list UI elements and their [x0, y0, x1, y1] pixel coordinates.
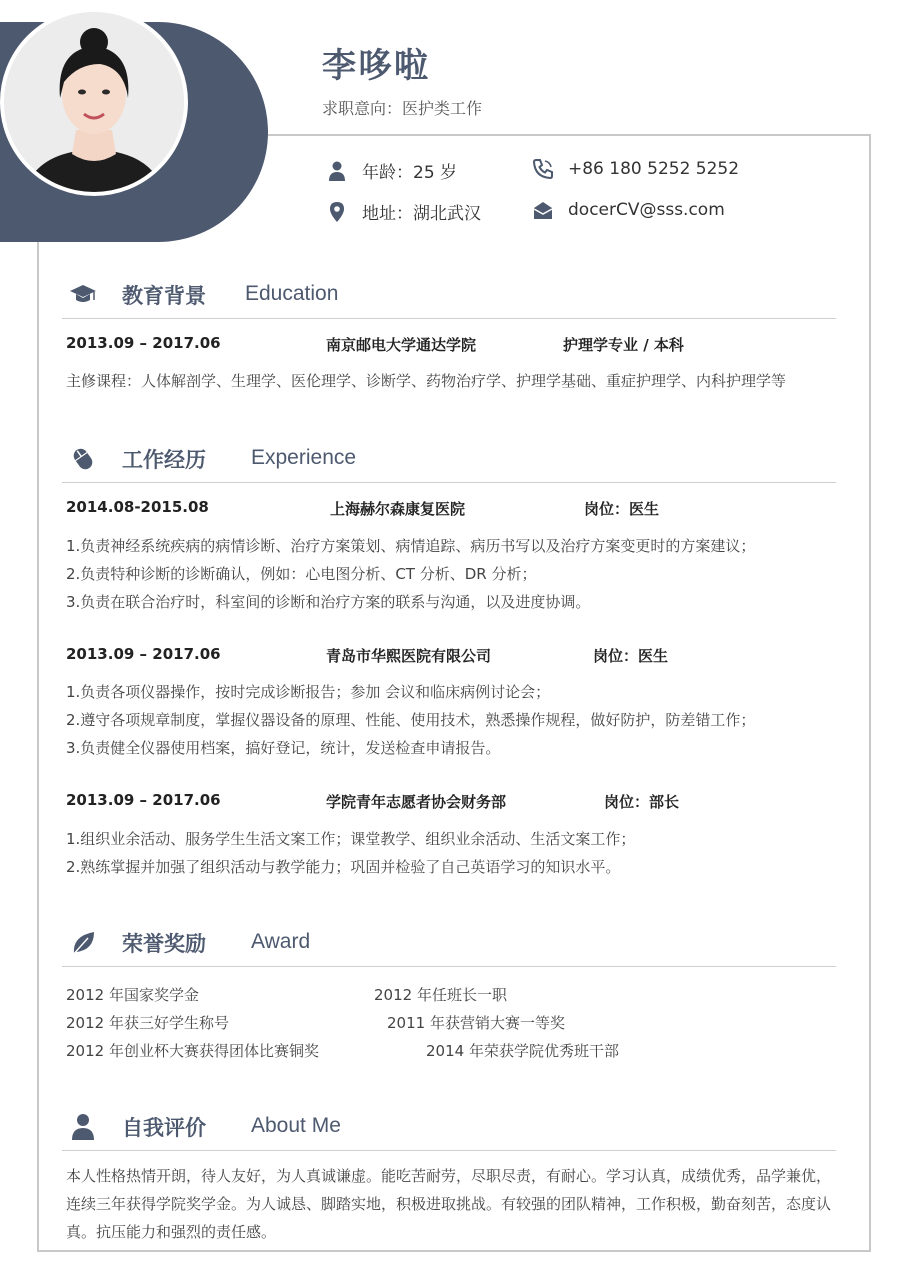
education-major: 护理学专业 / 本科 [563, 336, 684, 354]
job-line: 3.负责健全仪器使用档案，搞好登记，统计，发送检查申请报告。 [66, 739, 501, 757]
award-item: 2012 年创业杯大赛获得团体比赛铜奖 [66, 1042, 319, 1060]
age-info [326, 158, 457, 183]
email-text: docerCV@sss.com [568, 200, 725, 220]
person-icon [68, 1112, 98, 1142]
about-title: 自我评价 [122, 1116, 206, 1140]
phone-text: +86 180 5252 5252 [568, 159, 740, 179]
job-period: 2013.09 – 2017.06 [66, 645, 221, 663]
job-role: 岗位：医生 [584, 500, 660, 518]
mouse-icon [68, 444, 98, 474]
address-text: 地址：湖北武汉 [362, 204, 481, 224]
education-header [62, 274, 836, 319]
experience-title: 工作经历 [122, 448, 206, 472]
phone-icon [532, 158, 554, 180]
award-item: 2012 年获三好学生称号 [66, 1014, 229, 1032]
email-info [532, 199, 725, 221]
job-line: 1.负责各项仪器操作，按时完成诊断报告；参加 会议和临床病例讨论会； [66, 683, 551, 701]
education-title-en: Education [245, 282, 339, 305]
profile-photo [0, 8, 188, 196]
name: 李哆啦 [322, 46, 430, 86]
mail-icon [532, 199, 554, 221]
job-role: 岗位：部长 [604, 793, 680, 811]
job-line: 2.负责特种诊断的诊断确认，例如：心电图分析、CT 分析、DR 分析； [66, 565, 537, 583]
about-header [62, 1106, 836, 1151]
award-header [62, 922, 836, 967]
experience-header [62, 438, 836, 483]
job-line: 2.熟练掌握并加强了组织活动与教学能力；巩固并检验了自己英语学习的知识水平。 [66, 858, 621, 876]
job-org: 青岛市华熙医院有限公司 [326, 647, 492, 665]
education-period: 2013.09 – 2017.06 [66, 334, 221, 352]
graduation-cap-icon [68, 280, 98, 310]
job-org: 学院青年志愿者协会财务部 [326, 793, 507, 811]
award-title: 荣誉奖励 [122, 932, 206, 956]
award-item: 2011 年获营销大赛一等奖 [387, 1014, 565, 1032]
award-item: 2012 年任班长一职 [374, 986, 507, 1004]
education-title: 教育背景 [122, 284, 206, 308]
job-line: 2.遵守各项规章制度，掌握仪器设备的原理、性能、使用技术，熟悉操作规程，做好防护，防差错工作； [66, 711, 756, 729]
about-title-en: About Me [251, 1114, 341, 1137]
education-courses: 主修课程：人体解剖学、生理学、医伦理学、诊断学、药物治疗学、护理学基础、重症护理学、内科护理学等 [66, 372, 787, 390]
location-pin-icon [326, 201, 348, 223]
job-period: 2013.09 – 2017.06 [66, 791, 221, 809]
award-item: 2012 年国家奖学金 [66, 986, 199, 1004]
job-line: 1.组织业余活动、服务学生生活文案工作；课堂教学、组织业余活动、生活文案工作； [66, 830, 636, 848]
job-org: 上海赫尔森康复医院 [330, 500, 466, 518]
job-intent: 求职意向：医护类工作 [322, 99, 483, 118]
job-line: 3.负责在联合治疗时，科室间的诊断和治疗方案的联系与沟通，以及进度协调。 [66, 593, 591, 611]
leaf-icon [68, 928, 98, 958]
about-text: 本人性格热情开朗，待人友好，为人真诚谦虚。能吃苦耐劳，尽职尽责，有耐心。学习认真，成绩优秀，品学兼优，连续三年获得学院奖学金。为人诚恳、脚踏实地，积极进取挑战。有较强的团队精神，工作积极，勤奋刻苦，态度认真。抗压能力和强烈的责任感。 [66, 1167, 832, 1241]
address-info [326, 199, 481, 224]
education-school: 南京邮电大学通达学院 [326, 336, 477, 354]
experience-title-en: Experience [251, 446, 357, 469]
person-icon [326, 160, 348, 182]
award-title-en: Award [251, 930, 311, 953]
job-role: 岗位：医生 [593, 647, 669, 665]
job-line: 1.负责神经系统疾病的病情诊断、治疗方案策划、病情追踪、病历书写以及治疗方案变更时的方案建议； [66, 537, 756, 555]
age-text: 年龄：25 岁 [362, 163, 458, 183]
award-item: 2014 年荣获学院优秀班干部 [426, 1042, 619, 1060]
job-period: 2014.08-2015.08 [66, 498, 209, 516]
phone-info [532, 158, 739, 180]
